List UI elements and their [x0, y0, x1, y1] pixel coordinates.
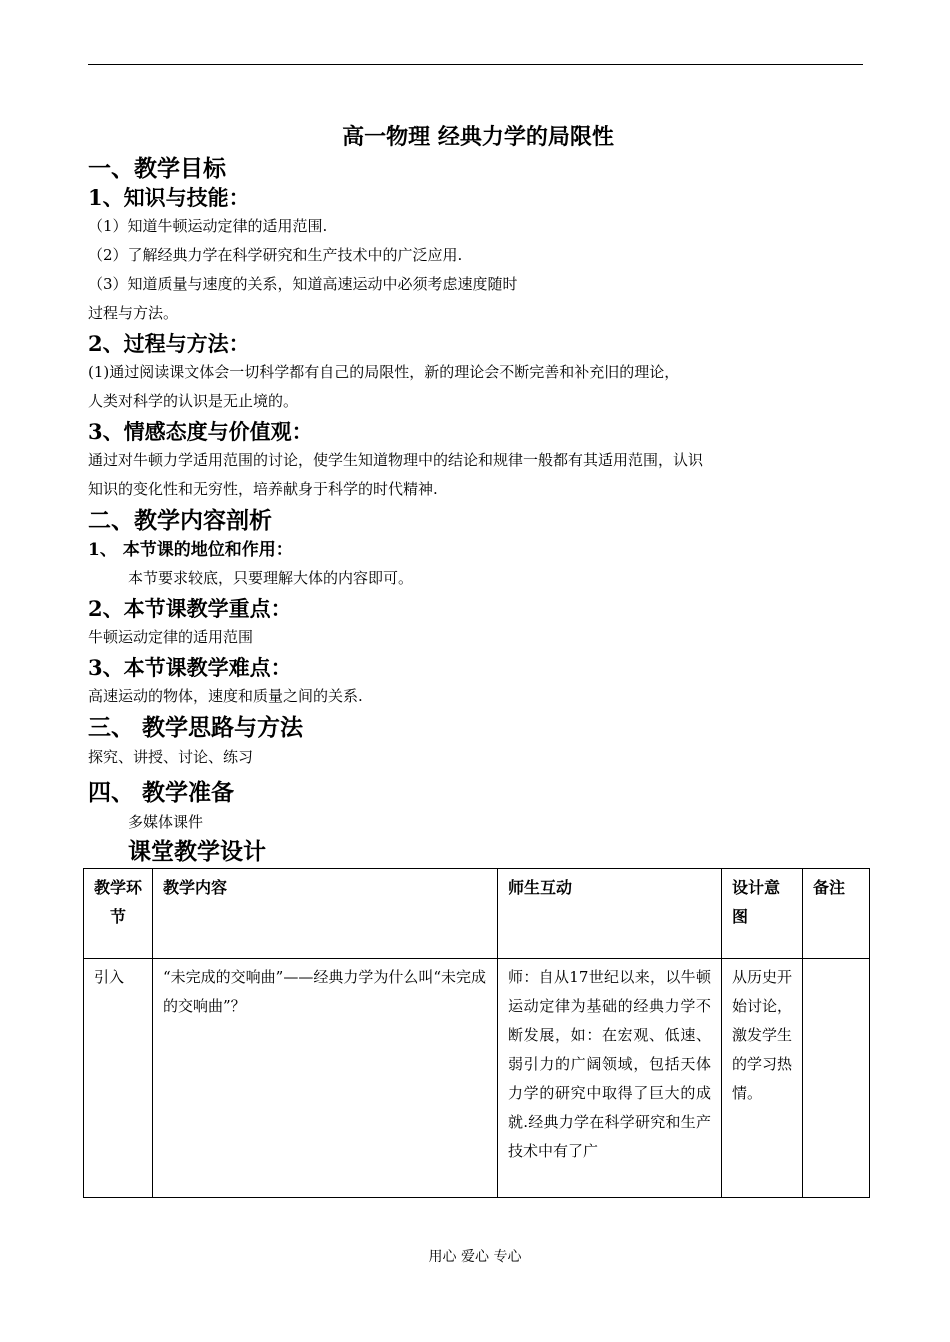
page-footer: 用心 爱心 专心: [428, 1249, 522, 1265]
page-title: 高一物理 经典力学的局限性: [342, 124, 614, 150]
section-heading-objectives: 一、教学目标: [88, 155, 226, 182]
objective-item: （1）知道牛顿运动定律的适用范围.: [88, 217, 328, 235]
table-header-row: [84, 869, 870, 959]
header-rule: [88, 64, 863, 65]
section-heading-approach: 三、 教学思路与方法: [88, 714, 304, 741]
header-content: 教学内容: [153, 869, 498, 959]
cell-content: “未完成的交响曲”——经典力学为什么叫“未完成的交响曲”？: [153, 959, 498, 1198]
process-text: 人类对科学的认识是无止境的。: [88, 392, 299, 410]
subheading-attitude-values: 3、情感态度与价值观：: [88, 419, 313, 444]
table-row: [84, 959, 870, 1198]
subheading-knowledge-skills: 1、知识与技能：: [88, 185, 250, 210]
key-points-text: 牛顿运动定律的适用范围: [88, 628, 254, 646]
interaction-text: 师：自从17世纪以来，以牛顿运动定律为基础的经典力学不断发展，如：在宏观、低速、弱引力的广阔领域，包括天体力学的研究中取得了巨大的成就.经典力学在科学研究和生产技术中有了广: [508, 968, 711, 1160]
objective-item: （3）知道质量与速度的关系，知道高速运动中必须考虑速度随时: [88, 275, 518, 293]
document-body: [88, 120, 868, 867]
section-heading-preparation: 四、 教学准备: [88, 779, 235, 806]
subheading-key-points: 2、本节课教学重点：: [88, 596, 292, 621]
process-text: (1)通过阅读课文体会一切科学都有自己的局限性，新的理论会不断完善和补充旧的理论，: [88, 363, 680, 381]
subheading-role: 1、 本节课的地位和作用：: [88, 540, 293, 560]
lesson-design-table: [83, 868, 870, 1198]
attitude-text: 知识的变化性和无穷性，培养献身于科学的时代精神.: [88, 480, 438, 498]
header-interaction: 师生互动: [498, 869, 722, 959]
cell-note: [803, 959, 870, 1198]
cell-intent: 从历史开始讨论，激发学生的学习热情。: [722, 959, 803, 1198]
role-text: 本节要求较底，只要理解大体的内容即可。: [128, 569, 414, 587]
header-stage: 教学环节: [84, 869, 153, 959]
approach-text: 探究、讲授、讨论、练习: [88, 748, 254, 766]
attitude-text: 通过对牛顿力学适用范围的讨论，使学生知道物理中的结论和规律一般都有其适用范围，认识: [88, 451, 704, 469]
subheading-difficulties: 3、本节课教学难点：: [88, 655, 292, 680]
subheading-process-methods: 2、过程与方法：: [88, 331, 250, 356]
difficulties-text: 高速运动的物体，速度和质量之间的关系.: [88, 687, 363, 705]
cell-interaction: [498, 959, 722, 1198]
objective-item: 过程与方法。: [88, 304, 179, 322]
section-heading-content-analysis: 二、教学内容剖析: [88, 507, 272, 534]
cell-stage: 引入: [84, 959, 153, 1198]
preparation-text: 多媒体课件: [128, 813, 204, 831]
header-intent: 设计意图: [722, 869, 803, 959]
design-heading: 课堂教学设计: [128, 838, 266, 865]
header-note: 备注: [803, 869, 870, 959]
objective-item: （2）了解经典力学在科学研究和生产技术中的广泛应用.: [88, 246, 463, 264]
